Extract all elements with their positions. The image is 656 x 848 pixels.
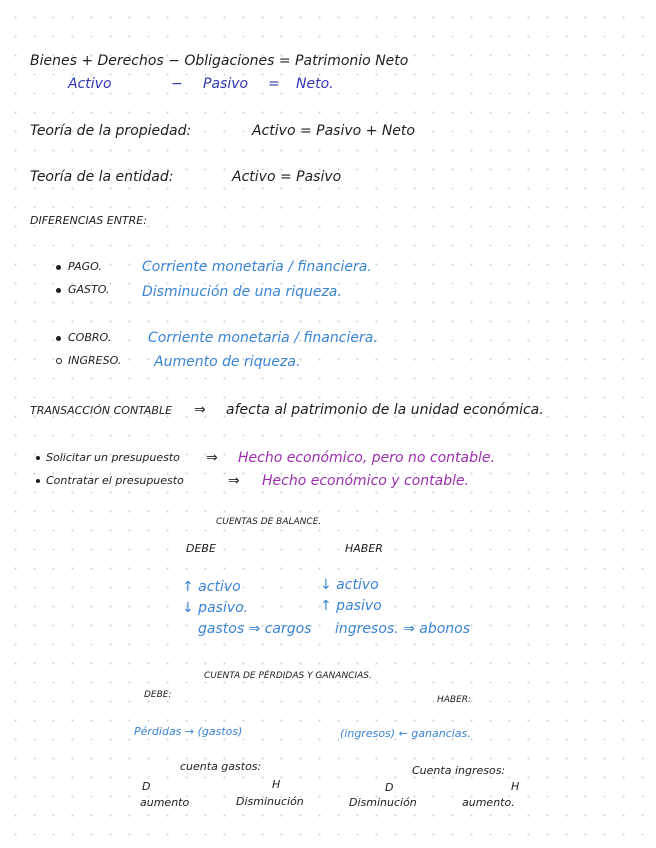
bullet-icon [56, 336, 61, 341]
pyg-debe: DEBE: [144, 690, 172, 700]
transaccion-text: afecta al patrimonio de la unidad económica. [226, 402, 544, 418]
pyg-ganancias: (ingresos) ← ganancias. [340, 727, 471, 740]
gastos-h-label: H [272, 778, 281, 791]
ingresos-d-value: Disminución [349, 796, 417, 809]
ejemplo-2-result: Hecho económico y contable. [262, 473, 470, 489]
ejemplo-1-arrow: ⇒ [206, 450, 218, 466]
transaccion-arrow: ⇒ [194, 402, 206, 418]
gastos-d-value: aumento [140, 796, 190, 809]
balance-debe-pasivo: ↓ pasivo. [182, 600, 249, 616]
ingresos-h-value: aumento. [462, 796, 515, 809]
gasto-term: GASTO. [68, 283, 110, 296]
pyg-perdidas: Pérdidas → (gastos) [134, 725, 243, 738]
bullet-icon [56, 265, 61, 270]
equation-equals: = [268, 76, 280, 92]
equation-minus: − [171, 76, 183, 92]
ingresos-h-label: H [511, 780, 520, 793]
balance-haber: HABER [345, 542, 383, 555]
ejemplo-2-text: Contratar el presupuesto [46, 474, 184, 487]
teoria-entidad-label: Teoría de la entidad: [30, 169, 174, 185]
cuenta-ingresos-label: Cuenta ingresos: [412, 764, 506, 777]
pago-definition: Corriente monetaria / financiera. [142, 259, 372, 275]
bullet-icon [36, 456, 40, 460]
bullet-icon [36, 479, 40, 483]
ejemplo-1-result: Hecho económico, pero no contable. [238, 450, 495, 466]
cuenta-gastos-label: cuenta gastos: [180, 760, 262, 773]
pyg-haber: HABER: [437, 695, 472, 705]
balance-title: CUENTAS DE BALANCE. [216, 517, 322, 527]
equation-neto: Neto. [296, 76, 334, 92]
teoria-propiedad-label: Teoría de la propiedad: [30, 123, 192, 139]
ingreso-term: INGRESO. [68, 354, 122, 367]
balance-debe-activo: ↑ activo [182, 579, 241, 595]
bullet-ring-icon [56, 358, 62, 364]
balance-haber-activo: ↓ activo [320, 577, 379, 593]
equation-line: Bienes + Derechos − Obligaciones = Patrimonio Neto [30, 53, 409, 69]
balance-haber-pasivo: ↑ pasivo [320, 598, 382, 614]
ingresos-d-label: D [385, 781, 394, 794]
transaccion-label: TRANSACCIÓN CONTABLE [30, 404, 173, 417]
teoria-propiedad-formula: Activo = Pasivo + Neto [252, 123, 415, 139]
gastos-d-label: D [142, 780, 151, 793]
equation-pasivo: Pasivo [203, 76, 249, 92]
teoria-entidad-formula: Activo = Pasivo [232, 169, 342, 185]
pago-term: PAGO. [68, 260, 102, 273]
ejemplo-1-text: Solicitar un presupuesto [46, 451, 180, 464]
gastos-h-value: Disminución [236, 795, 304, 808]
cobro-definition: Corriente monetaria / financiera. [148, 330, 378, 346]
ejemplo-2-arrow: ⇒ [228, 473, 240, 489]
diferencias-heading: DIFERENCIAS ENTRE: [30, 214, 147, 227]
equation-activo: Activo [68, 76, 112, 92]
gasto-definition: Disminución de una riqueza. [142, 284, 342, 300]
balance-debe-gastos: gastos ⇒ cargos [198, 621, 312, 637]
cobro-term: COBRO. [68, 331, 112, 344]
balance-haber-ingresos: ingresos. ⇒ abonos [335, 621, 471, 637]
pyg-title: CUENTA DE PÉRDIDAS Y GANANCIAS. [204, 671, 372, 681]
balance-debe: DEBE [186, 542, 216, 555]
bullet-icon [56, 288, 61, 293]
ingreso-definition: Aumento de riqueza. [154, 354, 301, 370]
